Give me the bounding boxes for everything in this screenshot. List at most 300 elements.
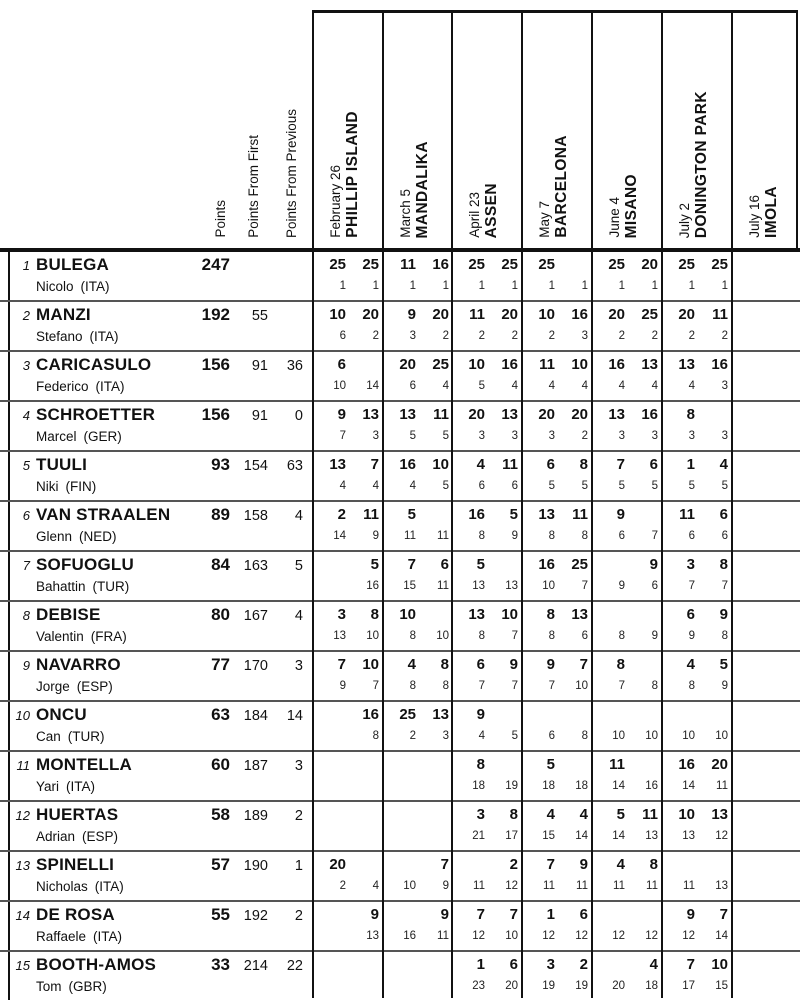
- race1-position: 15: [403, 580, 416, 592]
- race1-position: 1: [339, 280, 346, 292]
- grid-vline: [451, 10, 453, 998]
- total-points: 93: [211, 455, 230, 474]
- race2-position: 3: [372, 430, 379, 442]
- rider-row: [0, 752, 800, 802]
- rider-firstname: Nicholas: [36, 879, 88, 894]
- race-result-cell: [521, 652, 590, 700]
- rider-surname: MONTELLA: [36, 755, 133, 774]
- race2-points: 20: [501, 306, 518, 323]
- rider-surname: TUULI: [36, 455, 88, 474]
- race-result-cell: [382, 852, 451, 900]
- rider-row: [0, 852, 800, 902]
- rider-nation: (GBR): [68, 979, 107, 994]
- race2-points: 4: [649, 956, 658, 973]
- total-points: 192: [201, 305, 230, 324]
- grid-vline: [731, 10, 733, 998]
- rider-nation: (GER): [83, 429, 122, 444]
- race1-position: 9: [339, 680, 346, 692]
- race2-position: 7: [721, 580, 728, 592]
- grid-vline: [591, 10, 593, 998]
- race2-points: 25: [362, 256, 379, 273]
- race-result-cell: [661, 252, 730, 300]
- points-from-previous: 63: [286, 458, 303, 474]
- race1-points: 25: [399, 706, 416, 723]
- race2-points: 6: [579, 906, 588, 923]
- rider-row: [0, 452, 800, 502]
- race2-position: 2: [442, 330, 449, 342]
- race2-position: 18: [575, 780, 588, 792]
- race1-points: 25: [678, 256, 695, 273]
- points-from-first: 190: [243, 858, 268, 874]
- race2-position: 5: [721, 480, 728, 492]
- race-result-cell: [591, 602, 660, 650]
- race2-position: 1: [372, 280, 379, 292]
- race1-position: 8: [409, 680, 416, 692]
- race-result-cell: [731, 352, 800, 400]
- race-result-cell: [521, 802, 590, 850]
- race-result-cell: [312, 402, 381, 450]
- championship-rank: 12: [15, 808, 30, 823]
- race1-points: 9: [337, 406, 346, 423]
- race1-position: 10: [333, 380, 346, 392]
- rider-firstname-line: [36, 329, 119, 344]
- rider-surname: NAVARRO: [36, 655, 121, 674]
- race1-points: 10: [678, 806, 695, 823]
- race1-position: 4: [409, 480, 416, 492]
- race1-position: 3: [548, 430, 555, 442]
- race1-position: 13: [333, 630, 346, 642]
- race2-points: 11: [363, 506, 379, 523]
- race1-points: 16: [399, 456, 416, 473]
- race1-position: 10: [542, 580, 555, 592]
- rider-row: [0, 652, 800, 702]
- race2-points: 9: [440, 906, 449, 923]
- race2-points: 20: [432, 306, 449, 323]
- race-result-cell: [591, 502, 660, 550]
- race1-position: 7: [548, 680, 555, 692]
- rider-row: [0, 552, 800, 602]
- total-points: 57: [211, 855, 230, 874]
- race2-position: 5: [442, 430, 449, 442]
- race-result-cell: [661, 702, 730, 750]
- race1-position: 12: [472, 930, 485, 942]
- race1-points: 7: [686, 956, 695, 973]
- race1-position: 11: [404, 530, 416, 542]
- points-from-previous: 2: [294, 908, 303, 924]
- rider-firstname: Valentin: [36, 629, 84, 644]
- championship-rank: 15: [15, 958, 30, 973]
- race-result-cell: [382, 452, 451, 500]
- grid-vline: [661, 10, 663, 998]
- rider-nation: (FIN): [65, 479, 97, 494]
- race-result-cell: [451, 702, 520, 750]
- championship-rank: 9: [22, 658, 30, 673]
- race2-points: 8: [370, 606, 379, 623]
- points-from-previous: 1: [294, 858, 303, 874]
- race-result-cell: [382, 552, 451, 600]
- race2-points: 4: [719, 456, 728, 473]
- race1-points: 3: [476, 806, 485, 823]
- race2-points: 20: [641, 256, 658, 273]
- rider-firstname: Federico: [36, 379, 89, 394]
- championship-rank: 4: [22, 408, 30, 423]
- points-from-first: 91: [251, 408, 268, 424]
- race2-points: 6: [509, 956, 518, 973]
- championship-rank: 3: [22, 358, 30, 373]
- race1-points: 4: [407, 656, 416, 673]
- race1-points: 4: [686, 656, 695, 673]
- race2-position: 11: [716, 780, 728, 792]
- race2-position: 11: [646, 880, 658, 892]
- championship-rank: 2: [22, 308, 30, 323]
- race1-position: 7: [688, 580, 695, 592]
- race1-points: 9: [686, 906, 695, 923]
- points-from-first: 91: [251, 358, 268, 374]
- race1-position: 1: [618, 280, 625, 292]
- race-date: February 26: [328, 165, 343, 238]
- race2-position: 6: [651, 580, 658, 592]
- race1-points: 7: [337, 656, 346, 673]
- race1-points: 25: [608, 256, 625, 273]
- race2-position: 2: [581, 430, 588, 442]
- race-result-cell: [382, 502, 451, 550]
- points-from-first: 192: [243, 908, 268, 924]
- race2-position: 15: [715, 980, 728, 992]
- race1-position: 7: [478, 680, 485, 692]
- race-result-cell: [591, 702, 660, 750]
- race2-points: 16: [362, 706, 379, 723]
- race1-points: 7: [546, 856, 555, 873]
- race2-points: 10: [501, 606, 518, 623]
- race1-points: 8: [686, 406, 695, 423]
- points-from-first: 189: [243, 808, 268, 824]
- rider-firstname: Raffaele: [36, 929, 87, 944]
- race-result-cell: [312, 752, 381, 800]
- race1-position: 21: [472, 830, 485, 842]
- race2-position: 1: [511, 280, 518, 292]
- total-points: 58: [211, 805, 230, 824]
- race1-position: 7: [618, 680, 625, 692]
- race2-position: 5: [581, 480, 588, 492]
- race-circuit: MISANO: [623, 173, 640, 238]
- grid-vline: [521, 10, 523, 998]
- race-result-cell: [521, 552, 590, 600]
- race1-points: 13: [468, 606, 485, 623]
- grid-vline: [382, 10, 384, 998]
- race-result-cell: [312, 852, 381, 900]
- race-result-cell: [731, 402, 800, 450]
- points-from-first: 163: [243, 558, 268, 574]
- race-result-cell: [731, 502, 800, 550]
- race1-position: 11: [613, 880, 625, 892]
- race-result-cell: [661, 602, 730, 650]
- race-date: April 23: [467, 192, 482, 238]
- race-result-cell: [731, 752, 800, 800]
- race-result-cell: [382, 902, 451, 950]
- rider-nation: (FRA): [90, 629, 127, 644]
- race1-position: 12: [612, 930, 625, 942]
- rider-firstname-line: [36, 979, 107, 994]
- race1-position: 15: [542, 830, 555, 842]
- race1-points: 11: [609, 756, 625, 773]
- race2-points: 8: [719, 556, 728, 573]
- points-from-previous: 4: [294, 608, 303, 624]
- race1-position: 5: [409, 430, 416, 442]
- rider-firstname: Tom: [36, 979, 62, 994]
- race2-position: 14: [715, 930, 728, 942]
- race-circuit: IMOLA: [763, 186, 780, 238]
- race-circuit: BARCELONA: [553, 135, 570, 238]
- points-from-previous: 36: [286, 358, 303, 374]
- race-result-cell: [661, 452, 730, 500]
- race1-position: 6: [478, 480, 485, 492]
- race2-points: 7: [370, 456, 379, 473]
- race1-position: 23: [472, 980, 485, 992]
- race2-points: 13: [362, 406, 379, 423]
- race-result-cell: [451, 602, 520, 650]
- race1-points: 11: [539, 356, 555, 373]
- race2-position: 3: [442, 730, 449, 742]
- race2-position: 5: [651, 480, 658, 492]
- race-result-cell: [591, 902, 660, 950]
- race2-position: 19: [575, 980, 588, 992]
- race2-position: 13: [366, 930, 379, 942]
- race1-position: 4: [548, 380, 555, 392]
- race2-position: 1: [442, 280, 449, 292]
- rider-surname: SPINELLI: [36, 855, 115, 874]
- points-from-previous: 22: [286, 958, 303, 974]
- race2-points: 5: [370, 556, 379, 573]
- race1-points: 4: [546, 806, 555, 823]
- race1-position: 4: [618, 380, 625, 392]
- race2-points: 13: [641, 356, 658, 373]
- race2-points: 25: [571, 556, 588, 573]
- race2-position: 6: [511, 480, 518, 492]
- race1-position: 2: [548, 330, 555, 342]
- race2-position: 20: [505, 980, 518, 992]
- race2-points: 25: [641, 306, 658, 323]
- race-result-cell: [521, 852, 590, 900]
- race1-position: 7: [339, 430, 346, 442]
- rider-firstname-line: [36, 679, 113, 694]
- race1-position: 1: [688, 280, 695, 292]
- race-result-cell: [661, 302, 730, 350]
- race-result-cell: [521, 252, 590, 300]
- rider-nation: (ITA): [89, 329, 119, 344]
- race2-points: 9: [579, 856, 588, 873]
- race2-points: 11: [712, 306, 728, 323]
- race2-position: 6: [581, 630, 588, 642]
- race1-position: 12: [542, 930, 555, 942]
- race1-points: 10: [329, 306, 346, 323]
- race1-position: 8: [478, 530, 485, 542]
- rider-firstname-line: [36, 279, 110, 294]
- rider-surname: MANZI: [36, 305, 91, 324]
- race1-points: 13: [538, 506, 555, 523]
- race2-points: 11: [572, 506, 588, 523]
- race-result-cell: [451, 402, 520, 450]
- race-result-cell: [591, 552, 660, 600]
- race-result-cell: [591, 302, 660, 350]
- race-result-cell: [382, 602, 451, 650]
- championship-rank: 5: [22, 458, 30, 473]
- race-result-cell: [382, 652, 451, 700]
- race2-position: 6: [721, 530, 728, 542]
- race2-position: 7: [511, 630, 518, 642]
- race1-position: 14: [333, 530, 346, 542]
- race1-position: 11: [543, 880, 555, 892]
- race2-points: 10: [432, 456, 449, 473]
- race1-points: 4: [476, 456, 485, 473]
- race-result-cell: [451, 252, 520, 300]
- race1-points: 20: [608, 306, 625, 323]
- rider-row: [0, 902, 800, 952]
- race2-points: 8: [579, 456, 588, 473]
- race-result-cell: [661, 902, 730, 950]
- race-result-cell: [661, 652, 730, 700]
- race1-position: 10: [682, 730, 695, 742]
- race2-position: 19: [505, 780, 518, 792]
- race1-points: 1: [686, 456, 695, 473]
- race1-points: 6: [476, 656, 485, 673]
- race-circuit: PHILLIP ISLAND: [344, 111, 361, 238]
- race2-points: 7: [719, 906, 728, 923]
- race1-points: 1: [476, 956, 485, 973]
- race1-position: 20: [612, 980, 625, 992]
- rider-surname: ONCU: [36, 705, 87, 724]
- race1-position: 6: [339, 330, 346, 342]
- race-result-cell: [731, 552, 800, 600]
- race2-points: 25: [501, 256, 518, 273]
- race1-points: 5: [616, 806, 625, 823]
- race2-position: 11: [437, 530, 449, 542]
- rider-row: [0, 952, 800, 1000]
- total-points: 80: [211, 605, 230, 624]
- rider-firstname: Marcel: [36, 429, 77, 444]
- race2-position: 3: [651, 430, 658, 442]
- race-result-cell: [731, 252, 800, 300]
- points-from-first: 158: [243, 508, 268, 524]
- points-from-previous: 0: [294, 408, 303, 424]
- rider-firstname-line: [36, 779, 95, 794]
- race2-position: 3: [721, 430, 728, 442]
- race1-points: 16: [468, 506, 485, 523]
- race2-points: 9: [719, 606, 728, 623]
- race-result-cell: [521, 452, 590, 500]
- total-points: 60: [211, 755, 230, 774]
- race2-position: 12: [575, 930, 588, 942]
- points-from-previous: 14: [286, 708, 303, 724]
- race2-points: 6: [649, 456, 658, 473]
- race-result-cell: [731, 702, 800, 750]
- championship-rank: 1: [22, 258, 30, 273]
- race1-points: 9: [476, 706, 485, 723]
- race2-position: 14: [366, 380, 379, 392]
- race2-position: 2: [651, 330, 658, 342]
- race-result-cell: [521, 502, 590, 550]
- rider-firstname: Stefano: [36, 329, 83, 344]
- race-result-cell: [661, 802, 730, 850]
- race1-position: 3: [409, 330, 416, 342]
- race-result-cell: [521, 402, 590, 450]
- race1-position: 14: [612, 780, 625, 792]
- race-result-cell: [521, 302, 590, 350]
- rider-firstname-line: [36, 829, 118, 844]
- race2-position: 10: [645, 730, 658, 742]
- race1-position: 6: [618, 530, 625, 542]
- rider-row: [0, 402, 800, 452]
- rider-firstname-line: [36, 429, 122, 444]
- race1-position: 2: [339, 880, 346, 892]
- race1-points: 13: [608, 406, 625, 423]
- race2-points: 13: [711, 806, 728, 823]
- race-result-cell: [382, 952, 451, 1000]
- race-result-cell: [312, 252, 381, 300]
- race1-points: 11: [400, 256, 416, 273]
- championship-rank: 10: [15, 708, 30, 723]
- rider-surname: BULEGA: [36, 255, 109, 274]
- race1-position: 8: [548, 630, 555, 642]
- race2-position: 10: [436, 630, 449, 642]
- total-points: 63: [211, 705, 230, 724]
- race1-points: 8: [616, 656, 625, 673]
- race2-points: 9: [649, 556, 658, 573]
- race1-points: 2: [337, 506, 346, 523]
- race1-points: 20: [468, 406, 485, 423]
- race1-points: 13: [399, 406, 416, 423]
- rider-firstname-line: [36, 529, 117, 544]
- race-date: July 2: [677, 202, 692, 238]
- race2-position: 18: [645, 980, 658, 992]
- race1-points: 3: [337, 606, 346, 623]
- points-from-first: 167: [243, 608, 268, 624]
- race2-position: 9: [511, 530, 518, 542]
- race2-position: 4: [442, 380, 449, 392]
- race1-position: 3: [618, 430, 625, 442]
- race2-position: 11: [437, 580, 449, 592]
- race-result-cell: [451, 852, 520, 900]
- race1-position: 18: [472, 780, 485, 792]
- race1-points: 6: [546, 456, 555, 473]
- race-result-cell: [591, 352, 660, 400]
- grid-vline: [796, 10, 798, 250]
- race2-position: 4: [372, 880, 379, 892]
- race2-points: 5: [509, 506, 518, 523]
- points-from-first: 187: [243, 758, 268, 774]
- race2-position: 4: [372, 480, 379, 492]
- table-top-border: [312, 10, 798, 13]
- race2-points: 6: [440, 556, 449, 573]
- race-result-cell: [661, 352, 730, 400]
- total-points: 84: [211, 555, 230, 574]
- rider-nation: (ITA): [94, 879, 124, 894]
- race2-points: 6: [719, 506, 728, 523]
- race1-points: 3: [686, 556, 695, 573]
- race2-points: 10: [362, 656, 379, 673]
- race2-position: 11: [437, 930, 449, 942]
- race1-points: 5: [407, 506, 416, 523]
- rider-row: [0, 802, 800, 852]
- race1-position: 11: [473, 880, 485, 892]
- race-result-cell: [591, 802, 660, 850]
- race-result-cell: [312, 802, 381, 850]
- points-from-previous: 3: [294, 758, 303, 774]
- race-result-cell: [312, 502, 381, 550]
- race-result-cell: [521, 702, 590, 750]
- race-result-cell: [591, 952, 660, 1000]
- race2-position: 2: [511, 330, 518, 342]
- race2-position: 3: [581, 330, 588, 342]
